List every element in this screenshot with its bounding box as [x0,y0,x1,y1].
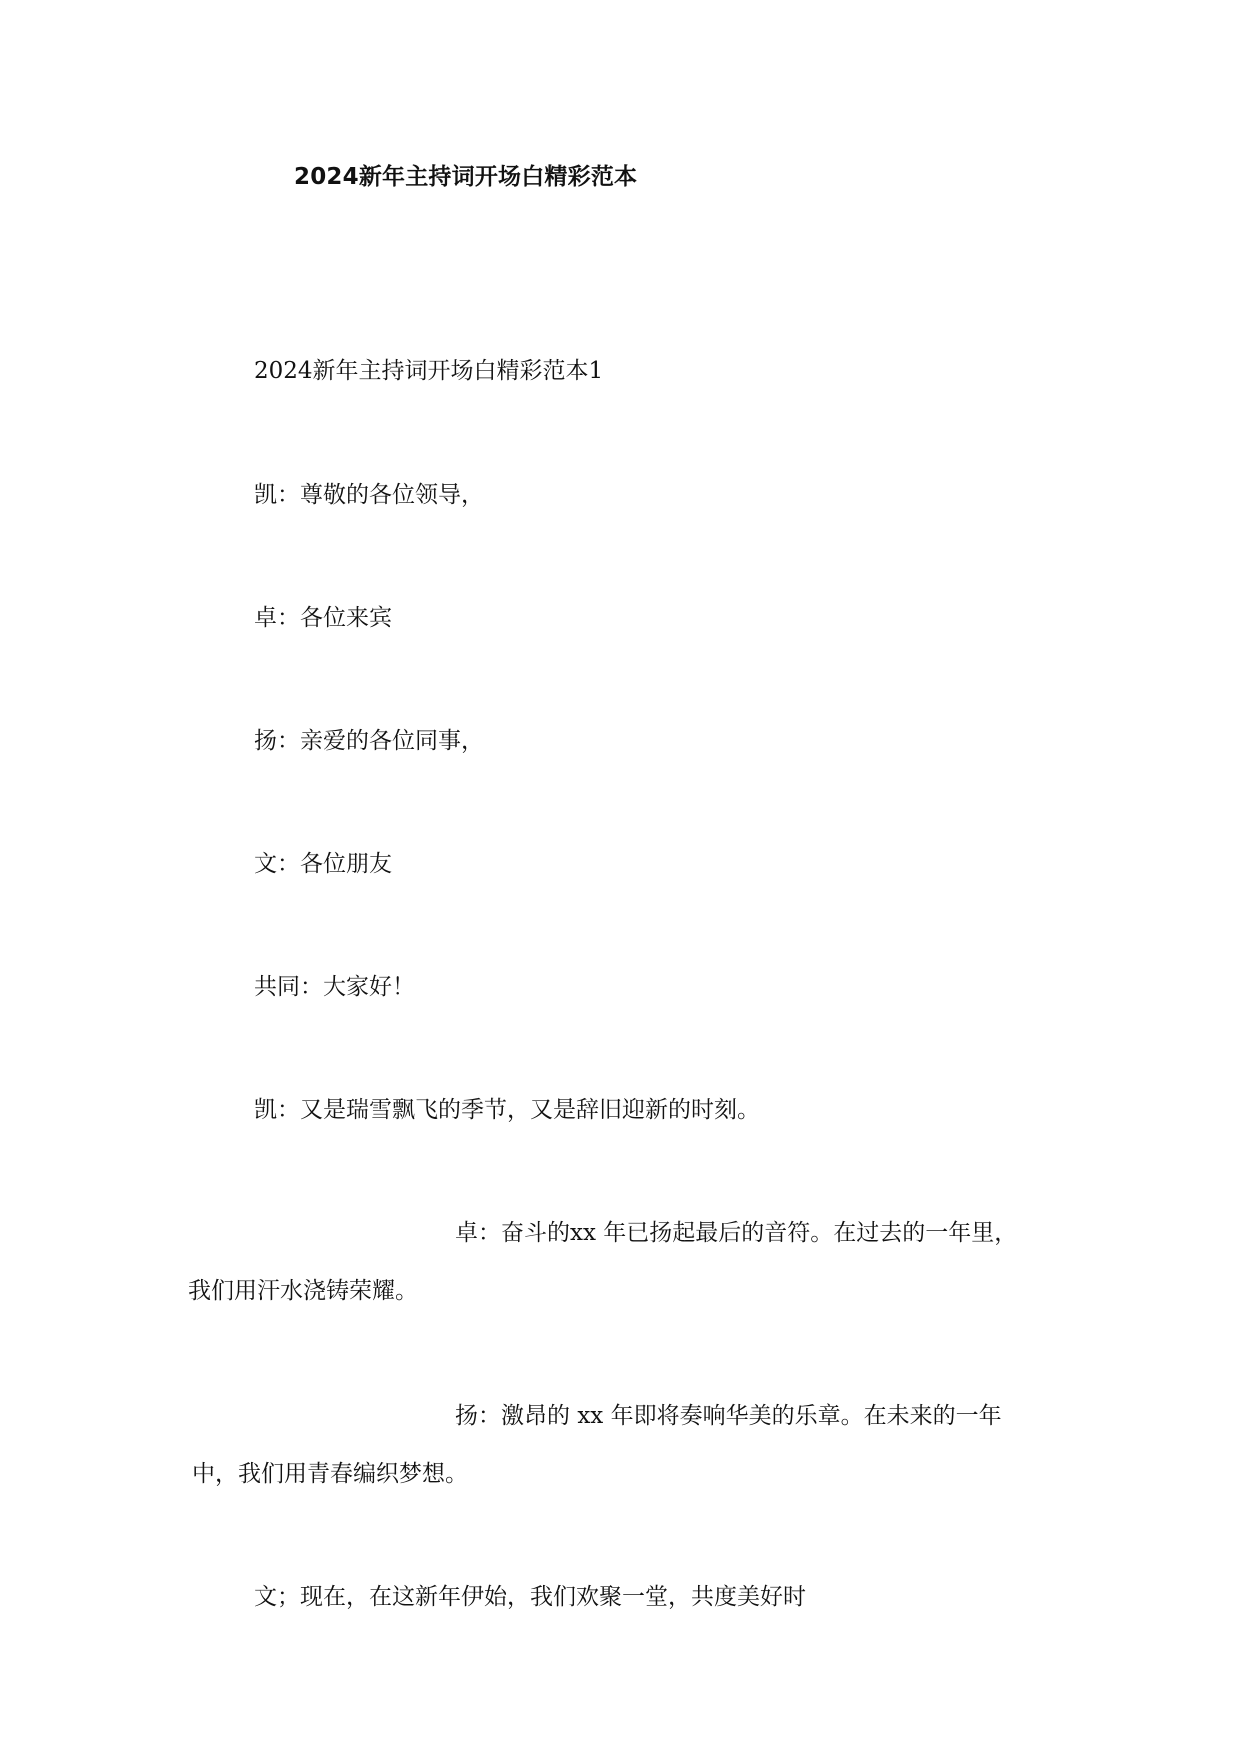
paragraph-zhuo-xx: xx [570,1220,596,1246]
paragraph-zhuo-rest: 年已扬起最后的音符。在过去的一年里， [595,1220,1018,1246]
paragraph-zhuo-line1 [455,1222,1017,1245]
paragraph-line: 文：各位朋友 [254,851,392,877]
paragraph-line: 共同：大家好！ [254,974,415,1000]
paragraph-yang-lead: 扬：激昂的 [455,1403,578,1429]
section-heading-number: 1 [588,358,604,384]
paragraph-line: 凯：尊敬的各位领导， [254,482,484,508]
paragraph-line: 凯：又是瑞雪飘飞的季节，又是辞旧迎新的时刻。 [254,1097,760,1123]
paragraph-zhuo-lead: 卓：奋斗的 [455,1220,570,1246]
paragraph-yang-xx: xx [577,1403,604,1429]
section-heading [254,360,603,383]
paragraph-line: 卓：各位来宾 [254,605,392,631]
paragraph-wen: 文；现在，在这新年伊始，我们欢聚一堂，共度美好时 [254,1584,806,1610]
paragraph-yang-line1 [455,1405,1002,1428]
paragraph-zhuo-line2: 我们用汗水浇铸荣耀。 [188,1278,418,1304]
document-title: 2024新年主持词开场白精彩范本 [294,164,638,190]
paragraph-yang-rest: 年即将奏响华美的乐章。在未来的一年 [603,1403,1002,1429]
section-heading-year: 2024 [254,358,313,384]
paragraph-line: 扬：亲爱的各位同事， [254,728,484,754]
section-heading-text: 新年主持词开场白精彩范本 [312,358,589,384]
paragraph-yang-line2: 中，我们用青春编织梦想。 [192,1461,468,1487]
